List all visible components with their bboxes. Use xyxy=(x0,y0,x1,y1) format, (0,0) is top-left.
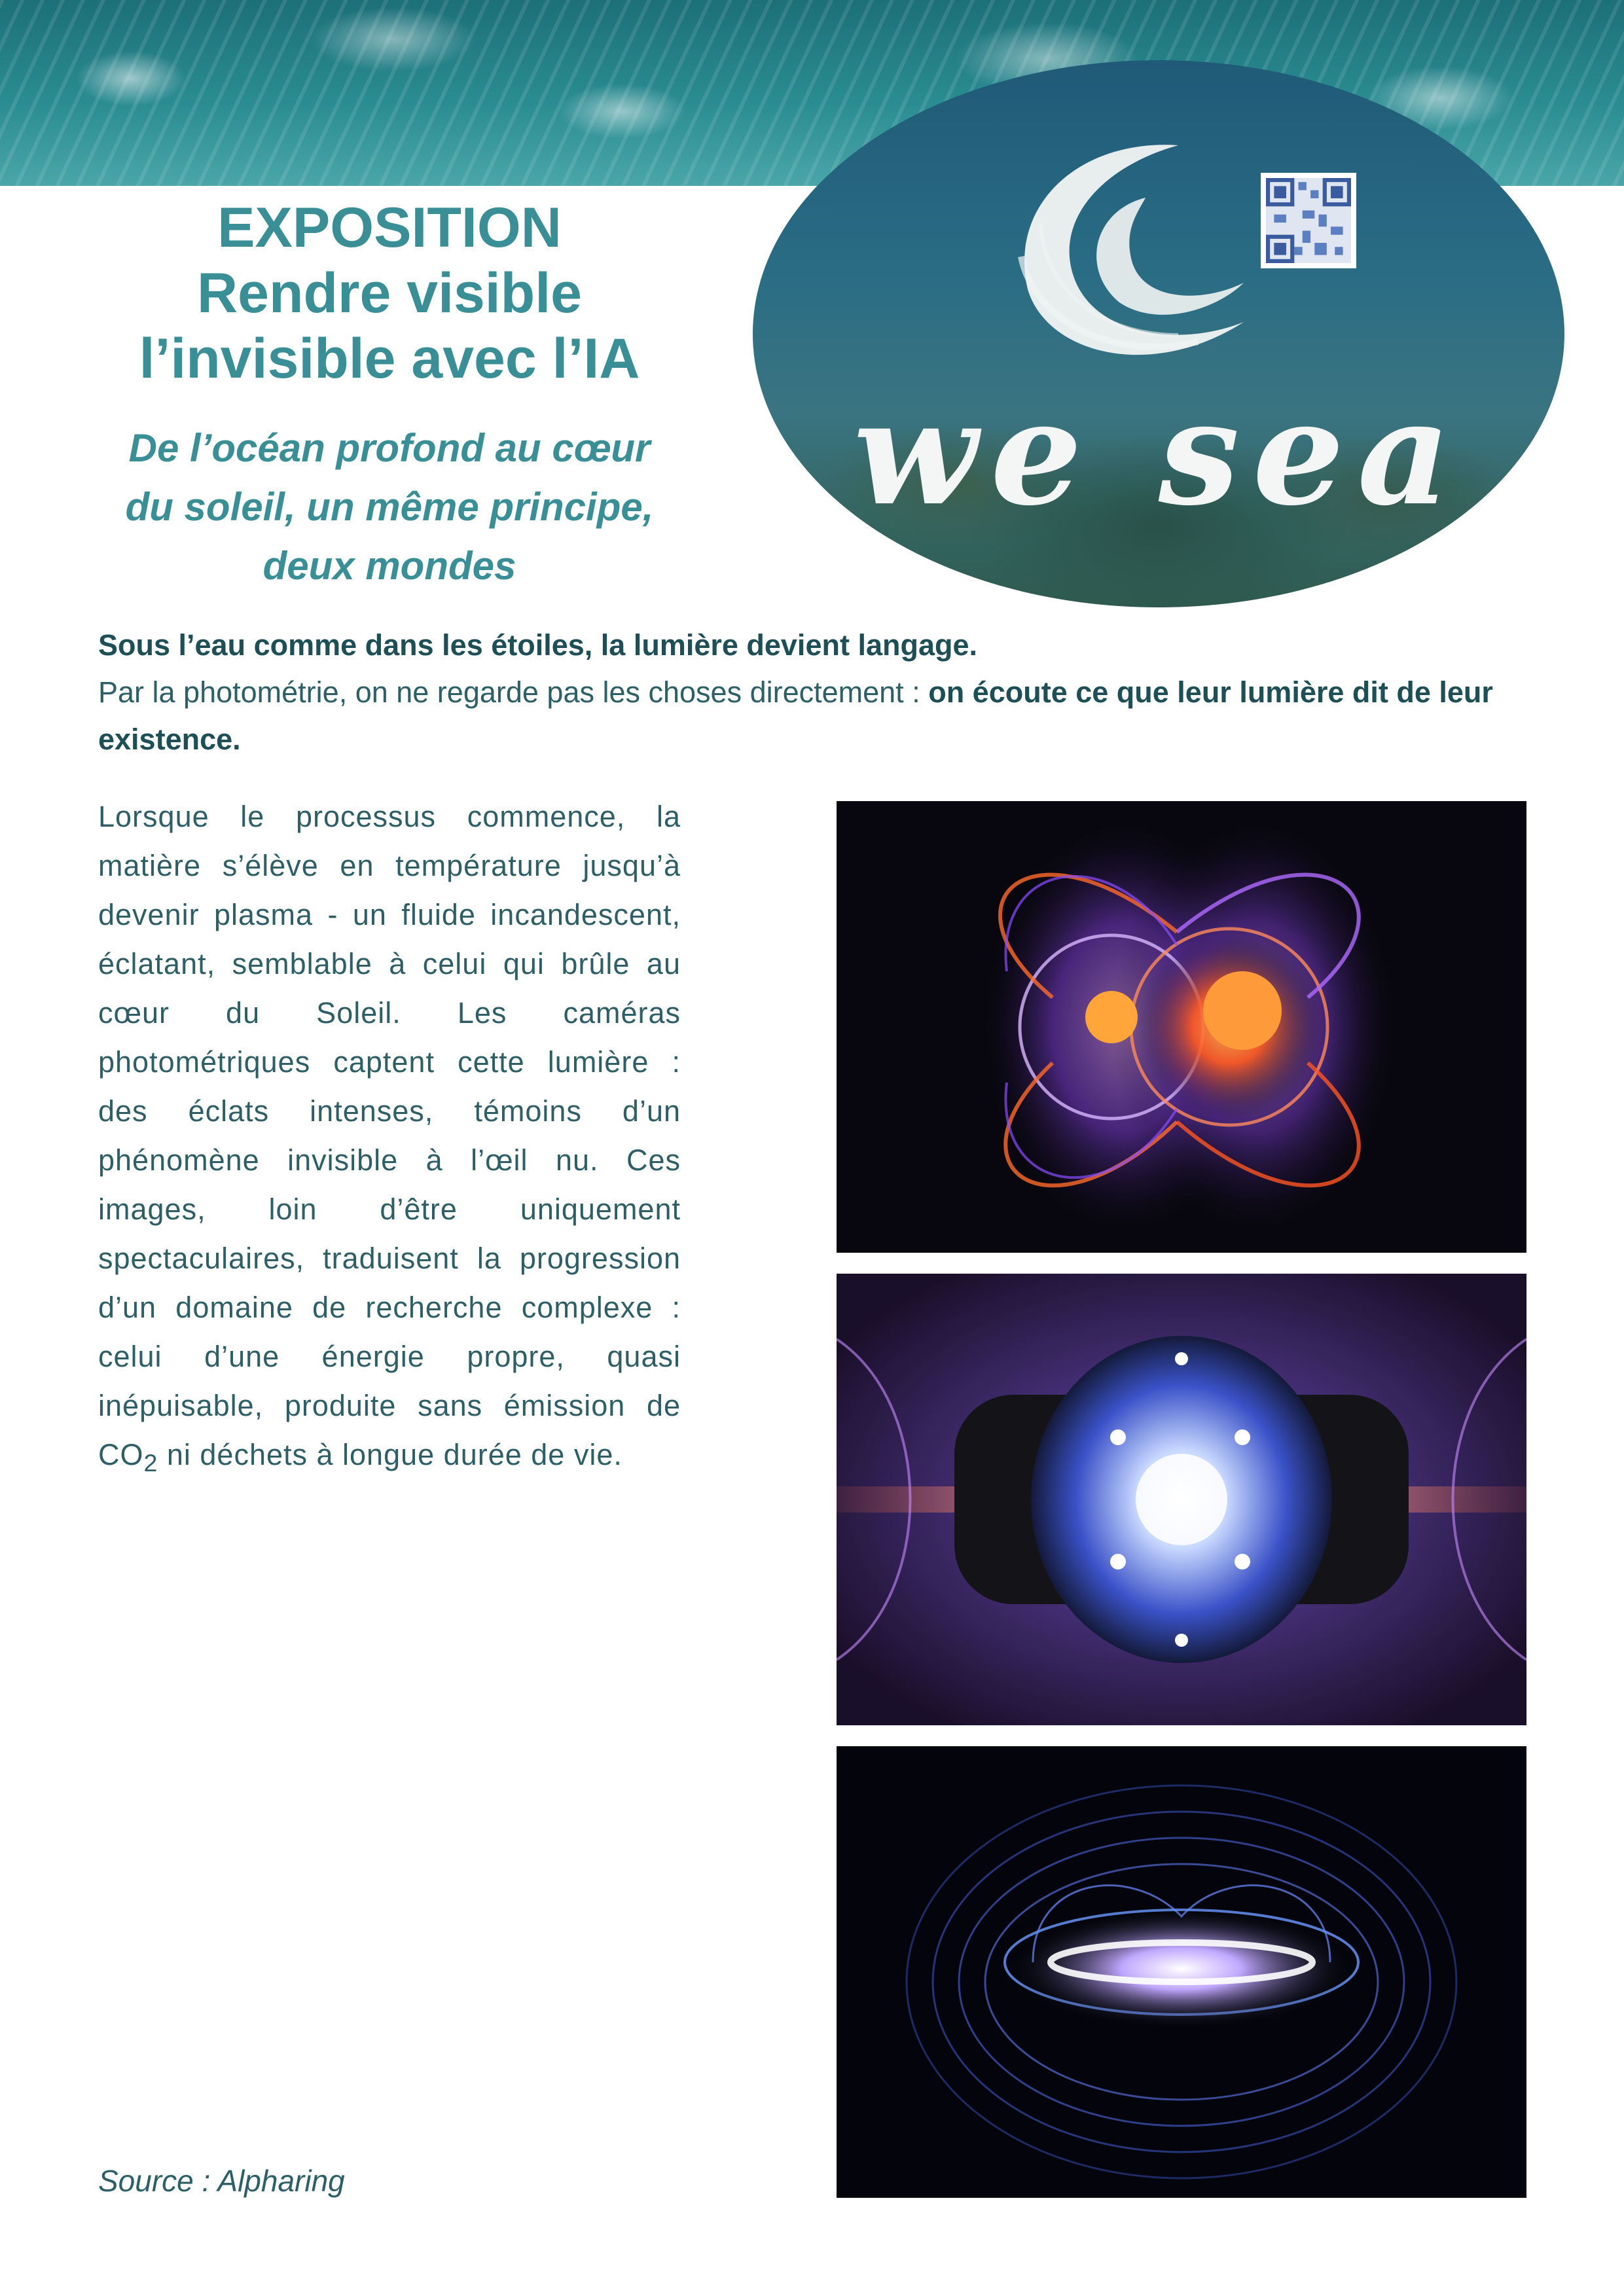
title-line-1: EXPOSITION xyxy=(217,196,562,259)
page-subtitle xyxy=(79,419,700,596)
intro-emphasis: on écoute ce que leur lumière dit de leur existence. xyxy=(98,675,1493,756)
qr-code[interactable] xyxy=(1261,173,1356,268)
qr-code-icon xyxy=(1266,178,1351,263)
plasma-magnetic-field-image xyxy=(837,801,1526,1253)
intro-text: Par la photométrie, on ne regarde pas les choses directement : xyxy=(98,675,929,709)
body-subscript: 2 xyxy=(143,1449,158,1477)
wave-icon xyxy=(982,126,1270,387)
fusion-reactor-core-image xyxy=(837,1274,1526,1725)
intro-lead: Sous l’eau comme dans les étoiles, la lumière devient langage. xyxy=(98,628,977,662)
subtitle-line-2: du soleil, un même principe, xyxy=(125,485,654,529)
body-text: Lorsque le processus commence, la matière s’élève en température jusqu’à devenir plasma - un fluide incandescent, éclatant, semblable à celui qui brûle au cœur du Soleil. Les caméras photométriques captent cette lumière : des éclats intenses, témoins d’un phénomène invisible à l’œil nu. Ces images, loin d’être uniquement spectaculaires, traduisent la progression d’un domaine de recherche complexe : celui d’une énergie propre, quasi inépuisable, produite sans émission de CO xyxy=(98,800,681,1471)
body-text-end: ni déchets à longue durée de vie. xyxy=(158,1438,623,1471)
body-paragraph xyxy=(98,792,681,1488)
subtitle-line-1: De l’océan profond au cœur xyxy=(128,426,651,470)
intro-paragraph xyxy=(98,622,1525,763)
tokamak-plasma-torus-image xyxy=(837,1746,1526,2198)
title-line-2: Rendre visible xyxy=(197,262,582,325)
page-title xyxy=(79,195,700,391)
we-sea-logo-image xyxy=(753,60,1564,607)
source-caption: Source : Alpharing xyxy=(98,2164,345,2198)
subtitle-line-3: deux mondes xyxy=(262,544,516,588)
title-line-3: l’invisible avec l’IA xyxy=(139,327,640,390)
brand-name: we sea xyxy=(853,368,1464,537)
